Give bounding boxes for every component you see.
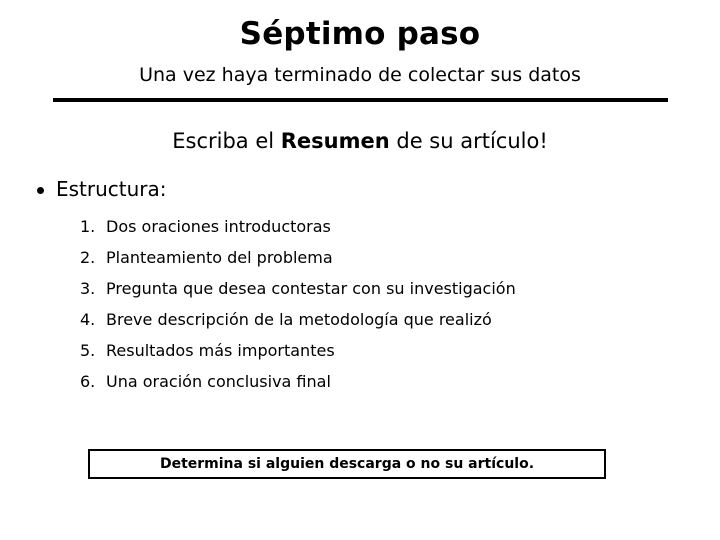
slide-title: Séptimo paso (239, 16, 481, 52)
list-text: Breve descripción de la metodología que realizó (106, 310, 492, 329)
divider (53, 98, 668, 102)
list-item (80, 217, 516, 248)
list-number: 5. (80, 341, 96, 360)
intro-text (0, 129, 720, 153)
list-item (80, 341, 516, 372)
callout-box (88, 449, 606, 479)
list-item (80, 372, 516, 403)
list-item (80, 279, 516, 310)
intro-before: Escriba el (172, 129, 281, 153)
list-item (80, 310, 516, 341)
list-number: 4. (80, 310, 96, 329)
bullet-icon (37, 187, 44, 194)
slide-subtitle: Una vez haya terminado de colectar sus datos (139, 64, 581, 86)
list-text: Resultados más importantes (106, 341, 335, 360)
callout-text: Determina si alguien descarga o no su artículo. (159, 456, 535, 472)
bullet-structure (37, 177, 167, 201)
list-text: Planteamiento del problema (106, 248, 333, 267)
structure-list (80, 217, 516, 403)
list-item (80, 248, 516, 279)
list-number: 1. (80, 217, 96, 236)
list-number: 3. (80, 279, 96, 298)
list-number: 2. (80, 248, 96, 267)
list-text: Dos oraciones introductoras (106, 217, 331, 236)
bullet-label: Estructura: (56, 177, 167, 201)
list-text: Una oración conclusiva final (106, 372, 331, 391)
intro-after: de su artículo! (389, 129, 548, 153)
intro-bold: Resumen (280, 129, 390, 153)
list-text: Pregunta que desea contestar con su investigación (106, 279, 516, 298)
list-number: 6. (80, 372, 96, 391)
